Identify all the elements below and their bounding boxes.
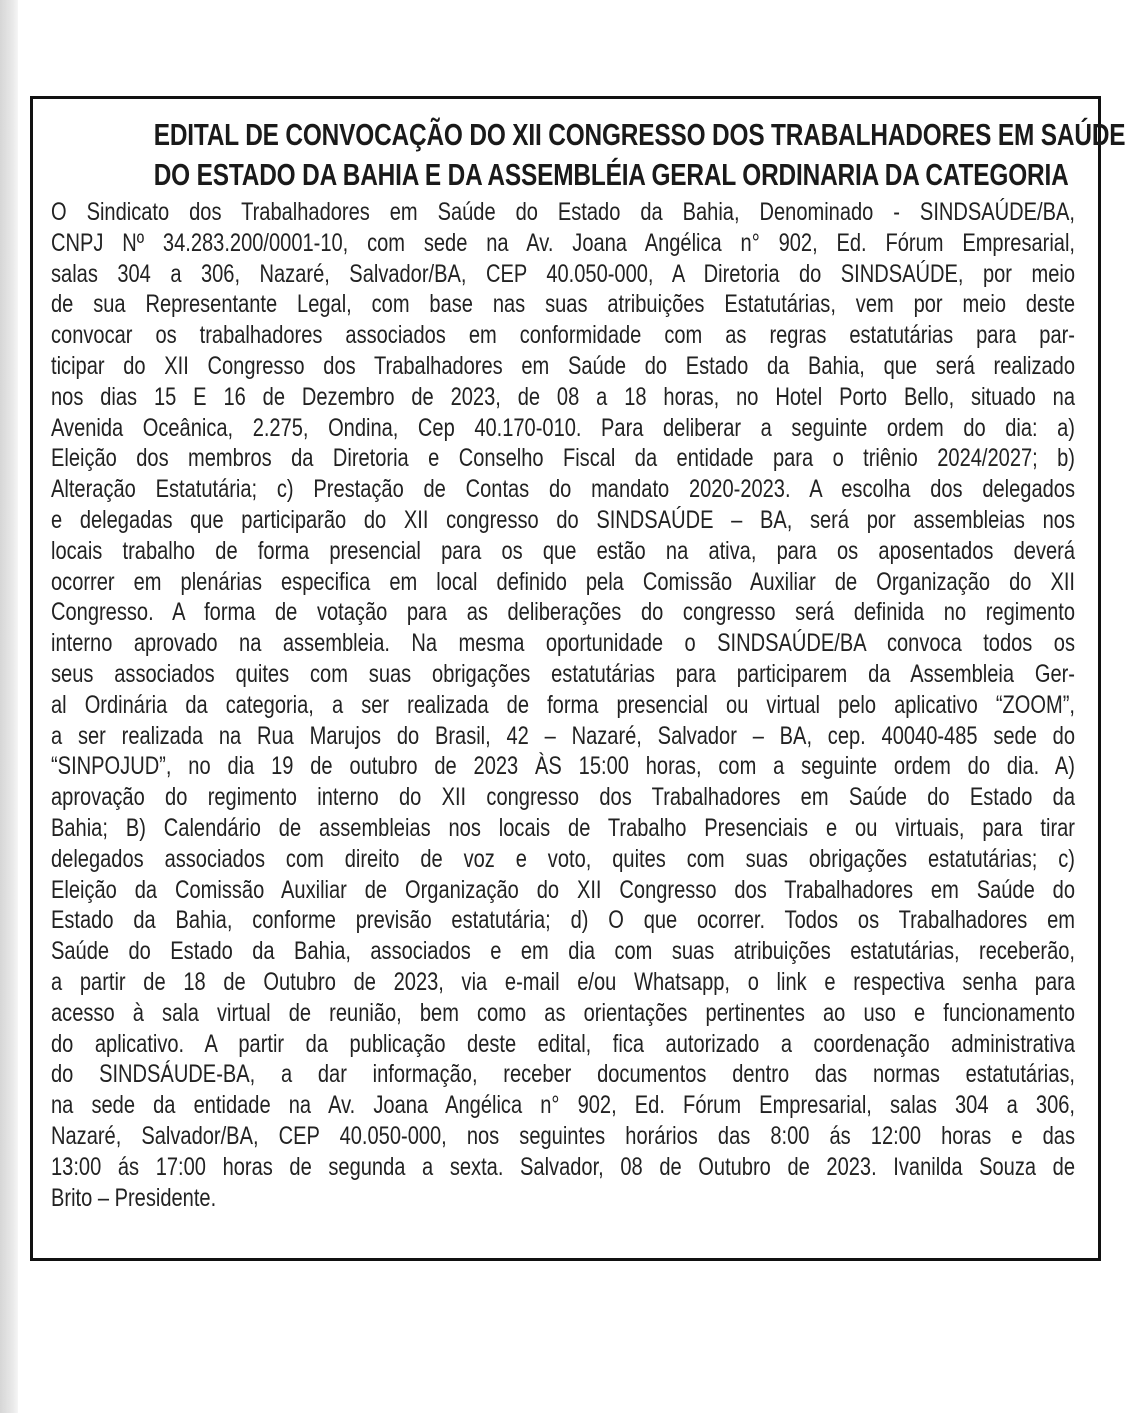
edital-body-line: locais trabalho de forma presencial para os que estão na ativa, para os aposentados deverá [51,536,1075,565]
edital-title-line-2: DO ESTADO DA BAHIA E DA ASSEMBLÉIA GERAL ORDINARIA DA CATEGORIA [153,158,1069,192]
edital-body-line: Eleição dos membros da Diretoria e Conselho Fiscal da entidade para o triênio 2024/2027; b) [51,444,1075,473]
edital-title-line-1: EDITAL DE CONVOCAÇÃO DO XII CONGRESSO DOS TRABALHADORES EM SAÚDE [153,118,1126,152]
edital-body-line: 13:00 ás 17:00 horas de segunda a sexta. Salvador, 08 de Outubro de 2023. Ivanilda Souza de [51,1152,1075,1181]
edital-body-line: CNPJ Nº 34.283.200/0001-10, com sede na Av. Joana Angélica n° 902, Ed. Fórum Empresarial, [51,228,1075,257]
edital-body-line: a partir de 18 de Outubro de 2023, via e-mail e/ou Whatsapp, o link e respectiva senha para [51,967,1075,996]
edital-body-line: Bahia; B) Calendário de assembleias nos locais de Trabalho Presenciais e ou virtuais, para tirar [51,813,1075,842]
edital-body-line: do aplicativo. A partir da publicação deste edital, fica autorizado a coordenação administrativa [51,1029,1075,1058]
edital-notice-box [30,96,1126,1261]
edital-body-line: al Ordinária da categoria, a ser realizada de forma presencial ou virtual pelo aplicativo “ZOOM”, [51,690,1075,719]
edital-body-line: Estado da Bahia, conforme previsão estatutária; d) O que ocorrer. Todos os Trabalhadores em [51,906,1075,935]
edital-body-line: Saúde do Estado da Bahia, associados e em dia com suas atribuições estatutárias, receberão, [51,937,1075,966]
edital-body-line: acesso à sala virtual de reunião, bem como as orientações pertinentes ao uso e funcionamento [51,998,1075,1027]
edital-body-line: Avenida Oceânica, 2.275, Ondina, Cep 40.170-010. Para deliberar a seguinte ordem do dia: a) [51,413,1075,442]
edital-body-line: interno aprovado na assembleia. Na mesma oportunidade o SINDSAÚDE/BA convoca todos os [51,629,1075,658]
edital-body-line: na sede da entidade na Av. Joana Angélica n° 902, Ed. Fórum Empresarial, salas 304 a 306, [51,1091,1075,1120]
edital-body-line: ticipar do XII Congresso dos Trabalhadores em Saúde do Estado da Bahia, que será realizado [51,351,1075,380]
edital-body-line: aprovação do regimento interno do XII congresso dos Trabalhadores em Saúde do Estado da [51,783,1075,812]
page-edge-shadow [0,0,18,1413]
edital-body-line: Eleição da Comissão Auxiliar de Organização do XII Congresso dos Trabalhadores em Saúde do [51,875,1075,904]
edital-body-line: do SINDSÁUDE-BA, a dar informação, receber documentos dentro das normas estatutárias, [51,1060,1075,1089]
edital-body-line: seus associados quites com suas obrigações estatutárias para participarem da Assembleia Ger- [51,659,1075,688]
edital-body-line: e delegadas que participarão do XII congresso do SINDSAÚDE – BA, será por assembleias nos [51,505,1075,534]
edital-body-line: Nazaré, Salvador/BA, CEP 40.050-000, nos seguintes horários das 8:00 ás 12:00 horas e das [51,1121,1075,1150]
edital-body-line: nos dias 15 E 16 de Dezembro de 2023, de 08 a 18 horas, no Hotel Porto Bello, situado na [51,382,1075,411]
edital-body-line: delegados associados com direito de voz e voto, quites com suas obrigações estatutárias; c) [51,844,1075,873]
edital-body-line: ocorrer em plenárias especifica em local definido pela Comissão Auxiliar de Organização do XII [51,567,1075,596]
edital-body-line: de sua Representante Legal, com base nas suas atribuições Estatutárias, vem por meio deste [51,290,1075,319]
edital-body-line: Congresso. A forma de votação para as deliberações do congresso será definida no regimento [51,598,1075,627]
edital-body-line: a ser realizada na Rua Marujos do Brasil, 42 – Nazaré, Salvador – BA, cep. 40040-485 sede do [51,721,1075,750]
edital-body-line: convocar os trabalhadores associados em conformidade com as regras estatutárias para par- [51,321,1075,350]
edital-body-line: Brito – Presidente. [51,1183,217,1212]
edital-body-text [51,197,1075,1213]
edital-body-line: “SINPOJUD”, no dia 19 de outubro de 2023 ÀS 15:00 horas, com a seguinte ordem do dia. A) [51,752,1075,781]
edital-body-line: O Sindicato dos Trabalhadores em Saúde do Estado da Bahia, Denominado - SINDSAÚDE/BA, [51,198,1075,226]
edital-body-line: salas 304 a 306, Nazaré, Salvador/BA, CEP 40.050-000, A Diretoria do SINDSAÚDE, por meio [51,259,1075,288]
edital-body-line: Alteração Estatutária; c) Prestação de Contas do mandato 2020-2023. A escolha dos delegados [51,475,1075,504]
